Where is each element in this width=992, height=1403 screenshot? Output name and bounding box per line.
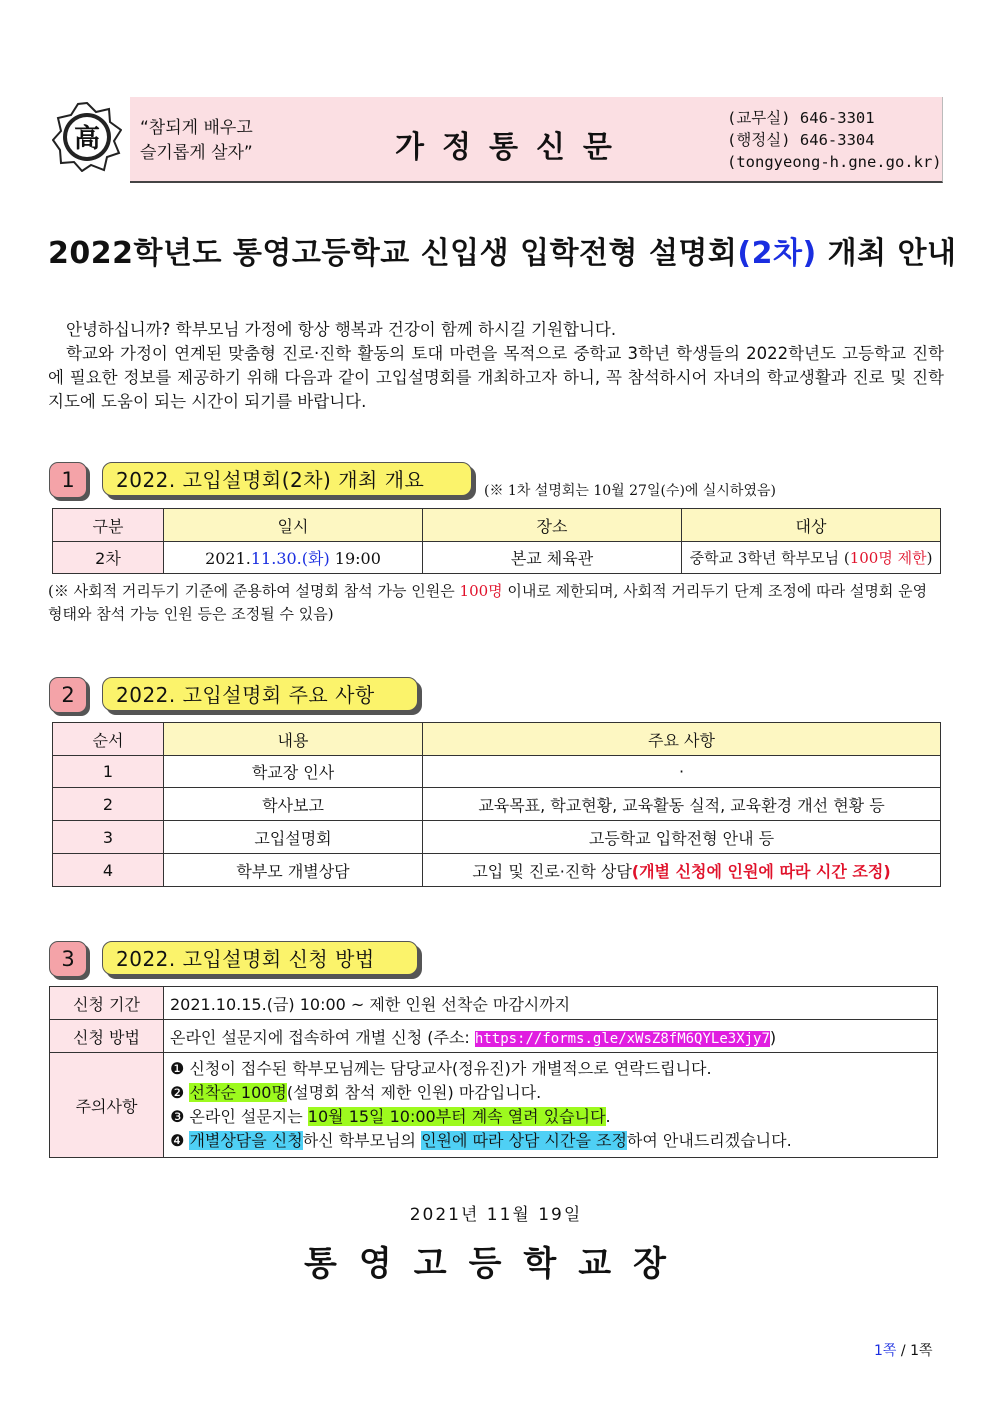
contact-info [727, 107, 942, 173]
caution-3 [170, 1105, 931, 1129]
th-details: 주요 사항 [423, 723, 941, 756]
page-number [874, 1340, 933, 1360]
th-content: 내용 [164, 723, 423, 756]
section-1-note: (※ 1차 설명회는 10월 27일(수)에 실시하였음) [484, 483, 776, 499]
cell-category: 2차 [53, 542, 164, 574]
page-total: 1쪽 [910, 1343, 933, 1359]
intro-text [48, 318, 944, 414]
caution-4-highlight-1: 개별상담을 신청 [189, 1131, 303, 1150]
application-table [49, 986, 938, 1158]
page-separator: / [896, 1343, 911, 1359]
contact-website: (tongyeong-h.gne.go.kr) [727, 153, 942, 171]
overview-table [52, 508, 941, 574]
label-method: 신청 방법 [50, 1020, 164, 1053]
caution-3-highlight: 10월 15일 10:00부터 계속 열려 있습니다 [307, 1107, 606, 1126]
footnote-limit: 100명 [459, 582, 503, 600]
agenda-content-4: 학부모 개별상담 [164, 854, 423, 887]
emblem-char: 高 [73, 124, 101, 154]
th-datetime: 일시 [164, 509, 423, 542]
cell-place: 본교 체육관 [423, 542, 682, 574]
page-current: 1쪽 [874, 1343, 897, 1359]
caution-2-highlight: 선착순 100명 [189, 1083, 287, 1102]
motto-line-2: 슬기롭게 살자” [140, 143, 253, 163]
agenda-detail-1: · [423, 756, 941, 788]
intro-body: 학교와 가정이 연계된 맞춤형 진로·진학 활동의 토대 마련을 목적으로 중학교 3학년 학생들의 2022학년도 고등학교 진학에 필요한 정보를 제공하기 위해 다음과 같이 고입설명회를 개최하고자 하니, 꼭 참석하시어 자녀의 학교생활과 진로 및 진학 지도에 도움이 되는 시간이 되기를 바랍니다. [48, 344, 944, 411]
contact-office: (교무실) 646-3301 [727, 109, 875, 127]
motto-line-1: “참되게 배우고 [140, 118, 253, 138]
agenda-order-3: 3 [53, 821, 164, 854]
school-emblem-icon [52, 102, 122, 172]
caution-4-mid: 하신 학부모님의 [302, 1131, 422, 1150]
application-form-link[interactable]: https://forms.gle/xWsZ8fM6QYLe3Xjy7 [474, 1030, 770, 1047]
cell-datetime [164, 542, 423, 574]
agenda-order-4: 4 [53, 854, 164, 887]
section-3-number: 3 [49, 941, 87, 977]
th-place: 장소 [423, 509, 682, 542]
target-limit: 100명 제한 [849, 549, 927, 567]
agenda-content-3: 고입설명회 [164, 821, 423, 854]
section-2-title: 2022. 고입설명회 주요 사항 [102, 677, 418, 711]
date-prefix: 2021. [205, 549, 251, 568]
caution-2-bullet: ❷ [170, 1083, 190, 1102]
caution-1: ❶ 신청이 접수된 학부모님께는 담당교사(정유진)가 개별적으로 연락드립니다. [170, 1059, 712, 1078]
section-1-footnote [48, 580, 944, 626]
label-caution: 주의사항 [50, 1053, 164, 1158]
contact-admin: (행정실) 646-3304 [727, 131, 875, 149]
caution-2 [170, 1081, 931, 1105]
agenda-detail-4 [423, 854, 941, 887]
section-3-title: 2022. 고입설명회 신청 방법 [102, 941, 418, 975]
title-main: 2022학년도 통영고등학교 신입생 입학전형 설명회 [48, 236, 738, 271]
value-method [164, 1020, 938, 1053]
date-highlight: 11.30.(화) [250, 549, 330, 568]
label-period: 신청 기간 [50, 987, 164, 1020]
section-1-number: 1 [49, 462, 87, 498]
method-text: 온라인 설문지에 접속하여 개별 신청 (주소: [170, 1027, 475, 1047]
detail-4-note: (개별 신청에 인원에 따라 시간 조정) [631, 861, 891, 881]
caution-4-end: 하여 안내드리겠습니다. [626, 1131, 792, 1150]
newsletter-title: 가정통신문 [395, 130, 630, 165]
th-target: 대상 [682, 509, 941, 542]
footnote-pre: (※ 사회적 거리두기 기준에 준용하여 설명회 참석 가능 인원은 [48, 582, 460, 600]
principal-signature: 통영고등학교장 [304, 1244, 688, 1284]
title-suffix: 개최 안내 [816, 236, 957, 271]
caution-3-end: . [605, 1107, 611, 1126]
agenda-order-1: 1 [53, 756, 164, 788]
section-1-title: 2022. 고입설명회(2차) 개최 개요 [102, 462, 472, 496]
footnote-post: 이내로 제한되며, 사회적 거리두기 단계 조정에 따라 설명회 운영 형태와 참석 가능 인원 등은 조정될 수 있음) [48, 582, 928, 623]
target-suffix: ) [926, 549, 933, 567]
agenda-content-2: 학사보고 [164, 788, 423, 821]
target-prefix: 중학교 3학년 학부모님 ( [689, 549, 850, 567]
agenda-detail-3: 고등학교 입학전형 안내 등 [423, 821, 941, 854]
caution-4-bullet: ❹ [170, 1131, 190, 1150]
caution-2-text: (설명회 참석 제한 인원) 마감입니다. [286, 1083, 542, 1102]
agenda-order-2: 2 [53, 788, 164, 821]
caution-list [164, 1053, 938, 1158]
value-period: 2021.10.15.(금) 10:00 ~ 제한 인원 선착순 마감시까지 [164, 987, 938, 1020]
caution-4 [170, 1129, 931, 1153]
agenda-table [52, 722, 941, 887]
detail-4-text: 고입 및 진로·진학 상담 [472, 861, 632, 881]
section-2-number: 2 [49, 677, 87, 713]
cell-target [682, 542, 941, 574]
date-time: 19:00 [329, 549, 381, 568]
agenda-content-1: 학교장 인사 [164, 756, 423, 788]
title-accent: (2차) [737, 236, 817, 271]
caution-3-text: ❸ 온라인 설문지는 [170, 1107, 308, 1126]
th-category: 구분 [53, 509, 164, 542]
method-close: ) [769, 1027, 777, 1047]
issue-date: 2021년 11월 19일 [409, 1205, 583, 1225]
agenda-detail-2: 교육목표, 학교현황, 교육활동 실적, 교육환경 개선 현황 등 [423, 788, 941, 821]
intro-greeting: 안녕하십니까? 학부모님 가정에 항상 행복과 건강이 함께 하시길 기원합니다. [66, 320, 617, 339]
th-order: 순서 [53, 723, 164, 756]
caution-4-highlight-2: 인원에 따라 상담 시간을 조정 [421, 1131, 627, 1150]
school-motto [140, 116, 253, 166]
page-title [48, 228, 957, 272]
